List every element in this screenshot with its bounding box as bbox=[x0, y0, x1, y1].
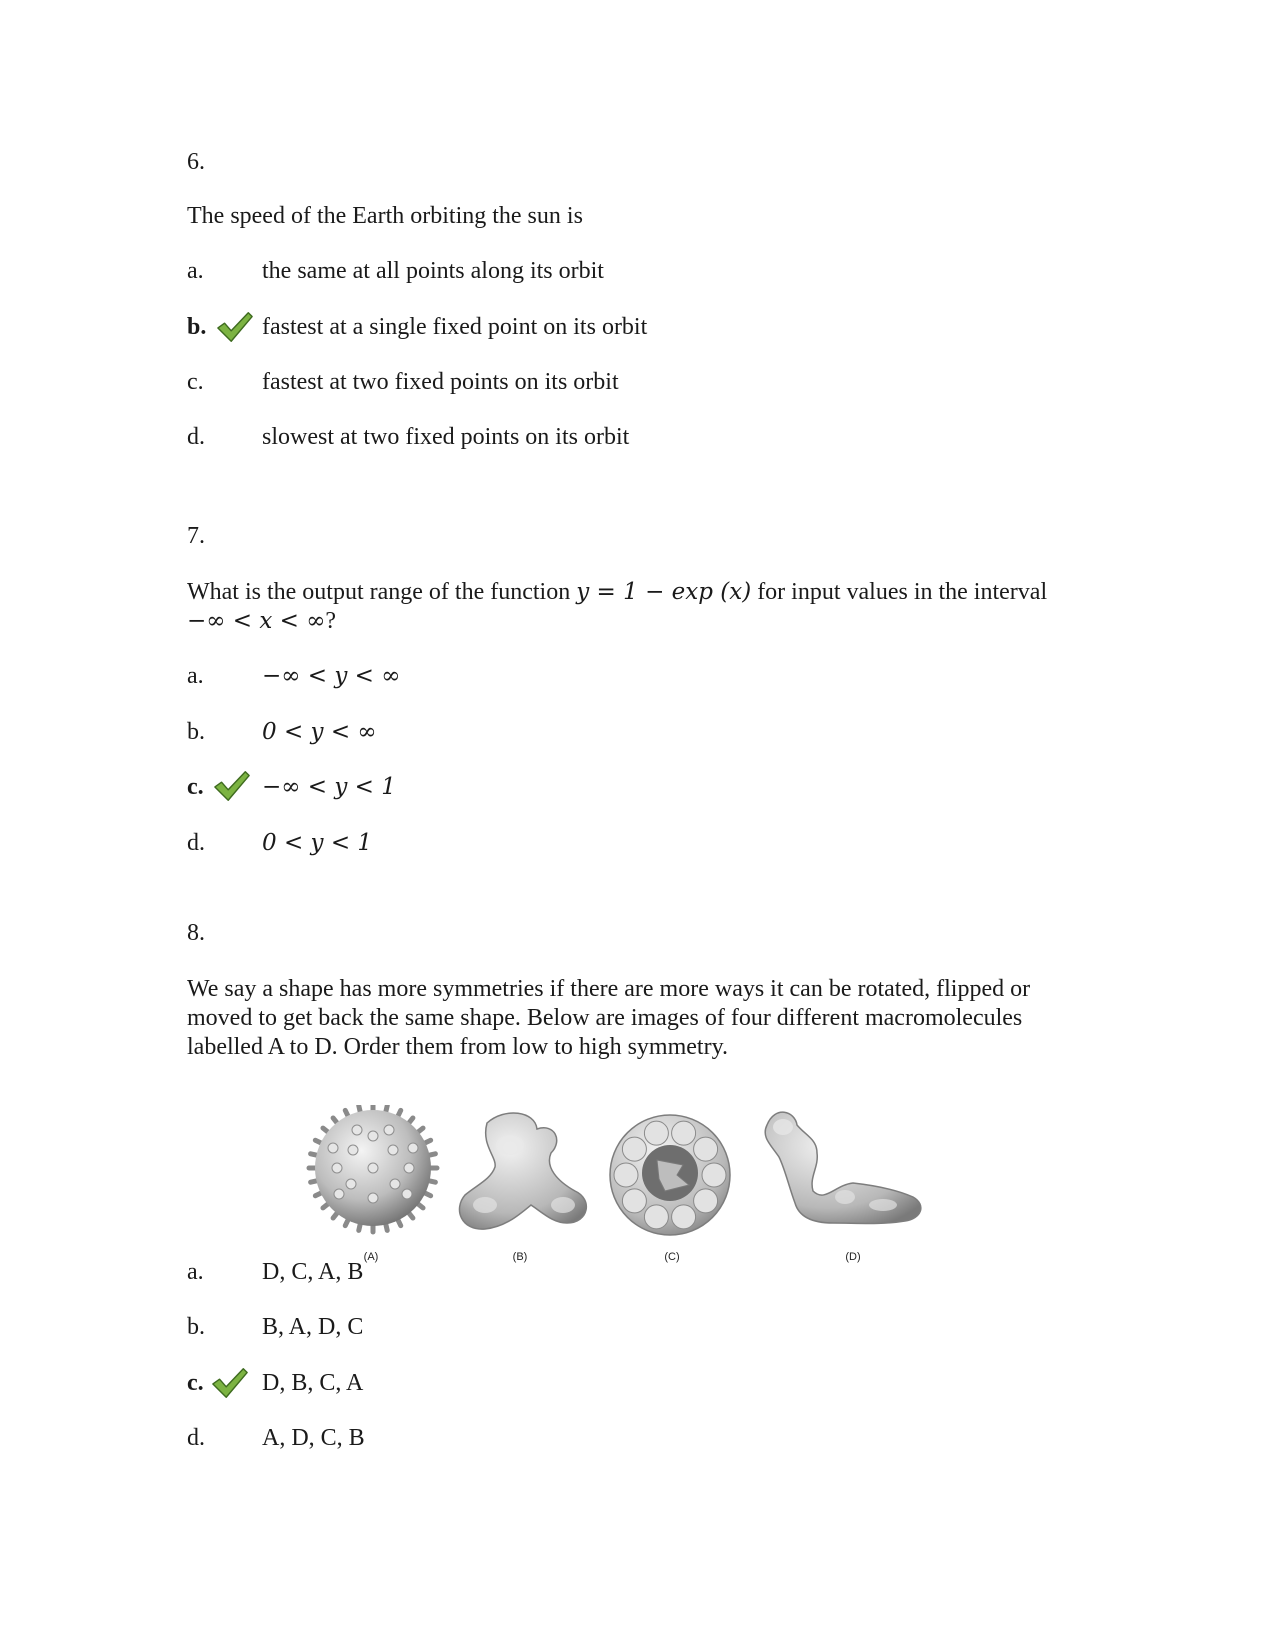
option-text: D, C, A, B bbox=[262, 1259, 364, 1285]
molecule-a-image bbox=[309, 1105, 437, 1232]
option-letter: a. bbox=[187, 1259, 204, 1285]
option-text: fastest at a single fixed point on its orbit bbox=[262, 314, 648, 340]
question-7-stem bbox=[187, 578, 1087, 636]
q7-option-b[interactable] bbox=[187, 718, 377, 746]
stem-interval: −∞ < x < ∞ bbox=[187, 608, 326, 634]
option-text: fastest at two fixed points on its orbit bbox=[262, 369, 619, 395]
molecule-c-image bbox=[610, 1115, 730, 1235]
checkmark-icon bbox=[216, 310, 254, 344]
checkmark-icon bbox=[211, 1366, 249, 1400]
q8-option-a[interactable] bbox=[187, 1258, 363, 1286]
question-8-stem: We say a shape has more symmetries if there are more ways it can be rotated, flipped or moved to get back the same shape. Below are images of four different macromolecules labelled A to D. Order them from low to high symmetry. bbox=[187, 976, 1031, 1060]
option-letter: a. bbox=[187, 258, 204, 284]
q6-option-a[interactable] bbox=[187, 257, 604, 285]
option-text: slowest at two fixed points on its orbit bbox=[262, 424, 630, 450]
macromolecule-figure bbox=[305, 1105, 965, 1270]
q7-option-a[interactable] bbox=[187, 662, 400, 690]
option-text: D, B, C, A bbox=[262, 1370, 364, 1396]
option-letter: b. bbox=[187, 719, 205, 745]
option-text: 0 < y < ∞ bbox=[262, 719, 377, 745]
question-6-number: 6. bbox=[187, 149, 205, 175]
option-letter: a. bbox=[187, 663, 204, 689]
option-text: −∞ < y < 1 bbox=[262, 774, 396, 800]
option-letter: c. bbox=[187, 774, 204, 800]
option-letter: c. bbox=[187, 1370, 204, 1396]
option-text: −∞ < y < ∞ bbox=[262, 663, 401, 689]
q6-option-d[interactable] bbox=[187, 423, 629, 451]
option-letter: b. bbox=[187, 1314, 205, 1340]
q8-option-b[interactable] bbox=[187, 1313, 363, 1341]
q6-option-c[interactable] bbox=[187, 368, 619, 396]
question-8-number: 8. bbox=[187, 920, 205, 946]
stem-text: for input values in the interval bbox=[751, 579, 1048, 605]
figure-label-d: (D) bbox=[845, 1251, 861, 1263]
question-6-stem: The speed of the Earth orbiting the sun is bbox=[187, 203, 583, 229]
checkmark-icon bbox=[213, 769, 251, 803]
figure-label-a: (A) bbox=[363, 1251, 379, 1263]
molecule-b-image bbox=[459, 1113, 586, 1229]
q7-option-d[interactable] bbox=[187, 829, 372, 857]
figure-label-c: (C) bbox=[664, 1251, 680, 1263]
option-letter: c. bbox=[187, 369, 204, 395]
option-letter: d. bbox=[187, 1425, 205, 1451]
stem-formula: y = 1 − exp (x) bbox=[576, 579, 752, 605]
figure-label-b: (B) bbox=[512, 1251, 528, 1263]
stem-text: ? bbox=[325, 608, 337, 634]
option-text: B, A, D, C bbox=[262, 1314, 364, 1340]
q8-option-d[interactable] bbox=[187, 1424, 365, 1452]
option-text: the same at all points along its orbit bbox=[262, 258, 604, 284]
option-letter: d. bbox=[187, 424, 205, 450]
stem-text: What is the output range of the function bbox=[187, 579, 577, 605]
question-7-number: 7. bbox=[187, 523, 205, 549]
option-letter: b. bbox=[187, 314, 207, 340]
molecule-d-image bbox=[765, 1112, 921, 1223]
q6-option-b[interactable] bbox=[187, 313, 647, 341]
option-text: 0 < y < 1 bbox=[262, 830, 373, 856]
option-letter: d. bbox=[187, 830, 205, 856]
option-text: A, D, C, B bbox=[262, 1425, 365, 1451]
